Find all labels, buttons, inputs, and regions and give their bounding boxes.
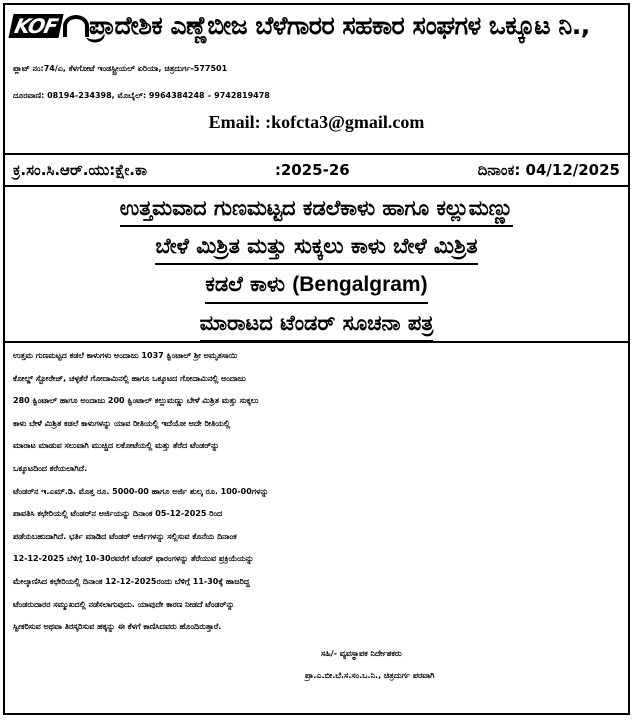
signature-line-2: ಪ್ರಾ.ಎ.ಬೀ.ಬೆ.ಸ.ಸಂ.ಒ.ನಿ., ಚಿತ್ರದುರ್ಗ ಪರವಾಗಿ [305,670,435,680]
body-line: ಕಾಳು ಬೇಳೆ ಮಿಶ್ರಿತ ಕಡಲೆ ಕಾಳುಗಳನ್ನು ಯಾವ ರೀತಿಯಲ್ಲಿ ಇದೆಯೋ ಅದೇ ರೀತಿಯಲ್ಲಿ [13,418,230,428]
notice-body [5,343,628,639]
body-line: ಟೆಂಡರ್‌ನ ಇ.ಎಮ್.ಡಿ. ಮೊತ್ತ ರೂ. 5000-00 ಹಾಗೂ ಅರ್ಜಿ ಶುಲ್ಕ ರೂ. 100-00ಗಳನ್ನು [13,486,269,496]
organization-name: ಪ್ರಾದೇಶಿಕ ಎಣ್ಣೆಬೀಜ ಬೆಳೆಗಾರರ ಸಹಕಾರ ಸಂಘಗಳ ಒಕ್ಕೂಟ ನಿ., [89,11,590,40]
signature-line-1: ಸಹಿ/- ವ್ಯವಸ್ಥಾಪಕ ನಿರ್ದೇಶಕರು [321,648,402,658]
logo-text: KOF [8,14,63,38]
title-line-3-english: (Bengalgram) [292,273,428,296]
reference-number: ಕ್ರ.ಸಂ.ಸಿ.ಆರ್.ಯು:ಕ್ಷೇ.ಕಾ [13,161,148,179]
paragraph-1 [13,345,620,481]
body-line: ಉತ್ತಮ ಗುಣಮಟ್ಟದ ಕಡಲೆ ಕಾಳುಗಳು ಅಂದಾಜು 1037 ಕ್ವಿಂಟಾಲ್ ಶ್ರೀ ಅಮೃತಸಾಯಿ [13,351,238,360]
body-line: ಪಾವತಿಸಿ ಕಛೇರಿಯಲ್ಲಿ ಟೆಂಡರ್‌ನ ಅರ್ಜಿಯನ್ನು ದಿನಾಂಕ 05-12-2025 ರಿಂದ [13,509,223,519]
body-line: ಸ್ವೀಕರಿಸುವ ಅಥವಾ ತಿರಸ್ಕರಿಸುವ ಹಕ್ಕನ್ನು ಈ ಕೆಳಗೆ ಕಾಣಿಸಿದವರು ಹೊಂದಿರುತ್ತಾರೆ. [13,622,222,632]
body-line: 12-12-2025 ಬೆಳಿಗ್ಗೆ 10-30ರವರೆಗೆ ಟೆಂಡರ್ ಫಾರಂಗಳನ್ನು ತೆರೆಯುವ ಪ್ರಕ್ರಿಯೆಯನ್ನು [13,554,254,564]
notice-title [5,187,628,341]
tender-notice [3,3,630,715]
email: Email: :kofcta3@gmail.com [208,112,425,132]
reference-date: ದಿನಾಂಕ: 04/12/2025 [477,161,620,179]
reference-year: :2025-26 [274,161,350,179]
title-line-3 [205,267,427,304]
body-line: ಟೆಂಡರುದಾರರ ಸಮ್ಮುಖದಲ್ಲಿ ನಡೆಸಲಾಗುವುದು. ಯಾವುದೇ ಕಾರಣ ನೀಡದೆ ಟೆಂಡರ್‌ನ್ನು [13,599,235,609]
body-line: ಮೇಲ್ಕಾಣಿಸಿದ ಕಛೇರಿಯಲ್ಲಿ ದಿನಾಂಕ 12-12-2025ರಂದು ಬೆಳಿಗ್ಗೆ 11-30ಕ್ಕೆ ಹಾಜರಿದ್ದ [13,576,250,586]
title-line-1: ಉತ್ತಮವಾದ ಗುಣಮಟ್ಟದ ಕಡಲೆಕಾಳು ಹಾಗೂ ಕಲ್ಲುಮಣ್ಣು [120,191,513,227]
body-line: ಕೋಲ್ಡ್ ಸ್ಟೋರೇಜ್, ಚಳ್ಳಕೆರೆ ಗೋದಾಮಿನಲ್ಲಿ ಹಾಗೂ ಒಕ್ಕೂಟದ ಗೋದಾಮಿನಲ್ಲಿ ಅಂದಾಜು [13,373,246,383]
letterhead [5,5,628,153]
title-line-3-kannada: ಕಡಲೆ ಕಾಳು [205,272,285,296]
reference-row [5,155,628,185]
title-line-2: ಬೇಳೆ ಮಿಶ್ರಿತ ಮತ್ತು ಸುಕ್ಕಲು ಕಾಳು ಬೇಳೆ ಮಿಶ್ರಿತ [155,229,477,265]
body-line: ಮಾರಾಟ ಮಾಡುವ ಸಲುವಾಗಿ ಮುಚ್ಚಿದ ಲಕೋಟೆಯಲ್ಲಿ ಮತ್ತು ತೆರೆದ ಟೆಂಡರ್‌ನ್ನು [13,441,220,451]
address: ಪ್ಲಾಟ್ ನಂ:74/ಎ, ಕೆಳಗೋಟೆ ಇಂಡಸ್ಟ್ರೀಯಲ್ ಏರಿಯಾ, ಚಿತ್ರದುರ್ಗ-577501 [13,64,228,73]
paragraph-2 [13,481,620,639]
kof-logo [11,12,89,40]
logo-arc-icon [63,15,89,37]
body-line: ಒಕ್ಕೂಟದಿಂದ ಕರೆಯಲಾಗಿದೆ. [13,463,88,473]
phone-numbers: ದೂರವಾಣಿ: 08194-234398, ಮೊಬೈಲ್: 9964384248 – 9742819478 [13,91,270,100]
body-line: ಪಡೆಯಬಹುದಾಗಿದೆ. ಭರ್ತಿ ಮಾಡಿದ ಟೆಂಡರ್ ಅರ್ಜಿಗಳನ್ನು ಸಲ್ಲಿಸುವ ಕೊನೆಯ ದಿನಾಂಕ [13,531,237,541]
body-line: 280 ಕ್ವಿಂಟಾಲ್ ಹಾಗೂ ಅಂದಾಜು 200 ಕ್ವಿಂಟಾಲ್ ಕಲ್ಲುಮಣ್ಣು ಬೇಳೆ ಮಿಶ್ರಿತ ಮತ್ತು ಸುಕ್ಕಲು [13,396,259,406]
logo-row [5,5,628,45]
title-line-4: ಮಾರಾಟದ ಟೆಂಡರ್ ಸೂಚನಾ ಪತ್ರ [200,306,434,342]
